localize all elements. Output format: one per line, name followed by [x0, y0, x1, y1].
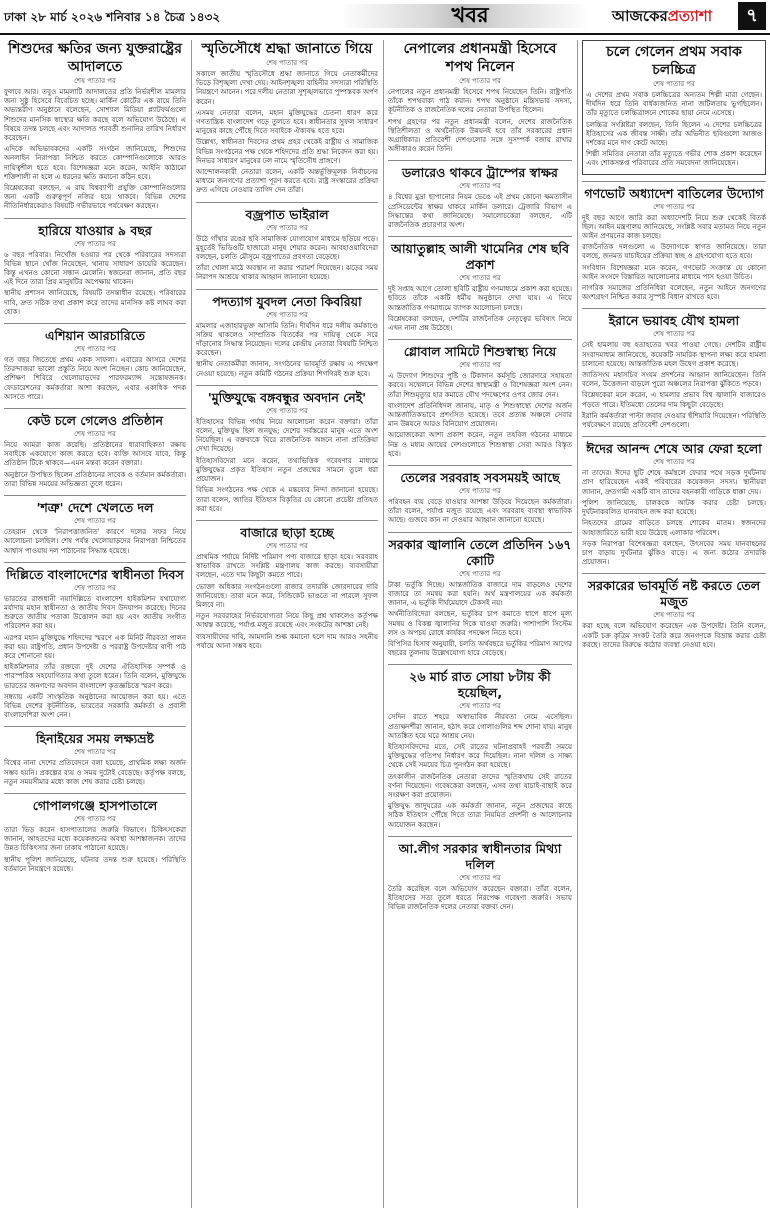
article-body [4, 759, 186, 787]
article-divider [582, 436, 766, 437]
continued-label: শেষ পাতার পর [74, 345, 116, 354]
news-article [582, 441, 766, 567]
continued-label: শেষ পাতার পর [74, 583, 116, 592]
article-divider [388, 160, 572, 161]
article-paragraph: নিয়ে আমরা কাজ করেছি। প্রতিষ্ঠানের ধারাবাহিকতা রক্ষায় সবাইকে একযোগে কাজ করতে হবে। ব্যক্তি আসবে যাবে, কিন্তু প্রতিষ্ঠান টিকে থাকবে—এমন মন্তব্য করেন বক্তারা। [4, 441, 186, 468]
news-article [4, 328, 186, 402]
article-paragraph: সেদিন রাতে শহরে অস্বাভাবিক নীরবতা নেমে এসেছিল। প্রত্যক্ষদর্শীরা জানান, হঠাৎ করে গোলাগুলির শব্দ শোনা যায়। মানুষ আতঙ্কিত হয়ে ঘরে আশ্রয় নেয়। [388, 713, 572, 740]
continued-label: শেষ পাতার পর [459, 702, 501, 711]
article-divider [388, 465, 572, 466]
article-paragraph: আন্দোলনকারী নেতারা বলেন, একটি অন্তর্ভুক্তিমূলক নির্বাচনের মাধ্যমে জনগণের প্রত্যাশা পূরণ করতে হবে। রাষ্ট্র সংস্কারের প্রক্রিয়া দ্রুত এগিয়ে নেওয়ার তাগিদ দেন তাঁরা। [196, 168, 378, 195]
article-paragraph: অর্থনীতিবিদেরা বলছেন, ভর্তুকির চাপ কমাতে ধাপে ধাপে মূল্য সমন্বয় ও বিকল্প জ্বালানির দিকে যাওয়া জরুরি। পাশাপাশি সিস্টেম লস ও অপচয় রোধে কার্যকর পদক্ষেপ নিতে হবে। [388, 610, 572, 637]
continued-label: শেষ পাতার পর [653, 458, 695, 467]
article-paragraph: অনুষ্ঠানে উপস্থিত ছিলেন প্রতিষ্ঠানের সাবেক ও বর্তমান কর্মকর্তারা। তারা বিভিন্ন সময়ের অভিজ্ঞতা তুলে ধরেন। [4, 470, 186, 488]
continued-label: শেষ পাতার পর [459, 569, 501, 578]
article-paragraph: আয়োজকেরা আশা প্রকাশ করেন, নতুন তহবিল গঠনের মাধ্যমে নিম্ন ও মধ্যম আয়ের দেশগুলোতে শিশুস্বাস্থ্য সেবা আরও বিস্তৃত হবে। [388, 431, 572, 458]
article-headline[interactable]: কেউ চলে গেলেও প্রতিষ্ঠান [26, 413, 163, 429]
article-divider [4, 495, 186, 496]
article-headline[interactable]: ঈদের আনন্দ শেষে আর ফেরা হলো [586, 441, 762, 457]
article-headline[interactable]: সরকার জ্বালানি তেলে প্রতিদিন ১৬৭ কোটি [388, 536, 572, 568]
news-article [4, 798, 186, 874]
continued-label: শেষ পাতার পর [266, 541, 308, 550]
article-divider [582, 181, 766, 182]
article-headline[interactable]: ২৬ মার্চ রাত সোয়া ৮টায় কী হয়েছিল, [409, 669, 551, 701]
article-headline[interactable]: নেপালের প্রধানমন্ত্রী হিসেবে শপথ নিলেন [403, 41, 557, 75]
article-paragraph: এ দেশের প্রথম সবাক চলচ্চিত্রের অন্যতম শিল্পী মারা গেছেন। দীর্ঘদিন ধরে তিনি বার্ধক্যজনিত নানা জটিলতায় ভুগছিলেন। তাঁর মৃত্যুতে চলচ্চিত্রাঙ্গনে শোকের ছায়া নেমে এসেছে। [586, 91, 762, 118]
article-headline[interactable]: আ.লীগ সরকার স্বাধীনতার মিথ্যা দলিল [398, 840, 562, 872]
article-headline[interactable]: গ্লোবাল সামিটে শিশুস্বাস্থ্য নিয়ে [403, 344, 557, 360]
continued-label: শেষ পাতার পর [653, 611, 695, 620]
article-body [388, 372, 572, 459]
newspaper-logo[interactable] [612, 4, 730, 28]
article-paragraph: নেপালের নতুন প্রধানমন্ত্রী হিসেবে শপথ নিয়েছেন তিনি। রাষ্ট্রপতি তাঁকে শপথবাক্য পাঠ করান। শপথ অনুষ্ঠানে মন্ত্রিসভার সদস্য, কূটনীতিক ও রাজনৈতিক দলের নেতারা উপস্থিত ছিলেন। [388, 88, 572, 115]
article-headline[interactable]: বজ্রপাত ভাইরাল [245, 206, 329, 222]
article-paragraph: শপথ গ্রহণের পর নতুন প্রধানমন্ত্রী বলেন, দেশের রাজনৈতিক স্থিতিশীলতা ও অর্থনৈতিক উন্নয়নই হবে তাঁর সরকারের প্রধান অগ্রাধিকার। প্রতিবেশী দেশগুলোর সঙ্গে সুসম্পর্ক বজায় রাখার অঙ্গীকারও করেন তিনি। [388, 117, 572, 154]
article-paragraph: উঠে গাঁথার রঙের ছবি সামাজিক যোগাযোগ মাধ্যমে ছড়িয়ে পড়ে। মুহূর্তেই ভিডিওটি হাজারো মানুষ শেয়ার করেন। আবহাওয়াবিদেরা বলছেন, চলতি মৌসুমে বজ্রপাতের প্রবণতা বেড়েছে। [196, 234, 378, 262]
article-paragraph: বিশ্লেষকেরা মনে করেন, এ হামলার প্রভাব বিশ্ব জ্বালানি বাজারেও পড়তে পারে। ইতিমধ্যে তেলের দাম কিছুটা বেড়েছে। [582, 391, 766, 409]
column-3 [388, 40, 572, 1208]
article-body [4, 356, 186, 402]
news-article [4, 567, 186, 721]
article-body [4, 826, 186, 874]
news-article [388, 344, 572, 459]
article-paragraph: ফুলবে আর। তবুও মামলাটি আদালতের প্রতি নির্ভরশীল মামলার জন্য সুষ্ঠু হিসেবে বিবেচিত হচ্ছে। মার্কিন কোর্টের এক রায়ে তিনি অভ্যন্তরীণ অনুষ্ঠানে বলেছেন, সোশ্যাল মিডিয়া প্ল্যাটফর্মগুলো শিশুদের মানসিক স্বাস্থ্যের ক্ষতি করছে বলে অভিযোগ উঠেছে। এ বিষয়ে তদন্ত চলছে এবং আদালত পরবর্তী শুনানির তারিখ নির্ধারণ করেছেন। [4, 88, 186, 143]
news-article [388, 669, 572, 829]
continued-label: শেষ পাতার পর [266, 310, 308, 319]
article-paragraph: স্থানীয় পুলিশ জানিয়েছে, ঘটনার তদন্ত শুরু হয়েছে। পরিস্থিতি বর্তমানে নিয়ন্ত্রণে রয়েছে। [4, 855, 186, 873]
article-paragraph: মামলার এজাহারভুক্ত আসামি তিনি। দীর্ঘদিন ধরে দলীয় কর্মকাণ্ডে সক্রিয় থাকলেও সাম্প্রতিক বিতর্কের পর দায়িত্ব থেকে সরে দাঁড়ানোর সিদ্ধান্ত নিয়েছেন। দলের কেন্দ্রীয় নেতারা বিষয়টি নিশ্চিত করেছেন। [196, 321, 378, 358]
continued-label: শেষ পাতার পর [653, 202, 695, 211]
article-body [582, 622, 766, 650]
article-paragraph: সেই হামলায় বহু হতাহতের খবর পাওয়া গেছে। দেশটির রাষ্ট্রীয় সংবাদমাধ্যম জানিয়েছে, কয়েকটি সামরিক স্থাপনা লক্ষ্য করে হামলা চালানো হয়েছে। আন্তর্জাতিক মহল উদ্বেগ প্রকাশ করেছে। [582, 341, 766, 368]
article-divider [196, 520, 378, 521]
news-article [4, 223, 186, 317]
article-divider [4, 408, 186, 409]
article-paragraph: দুই বছর আগে জারি করা অধ্যাদেশটি নিয়ে শুরু থেকেই বিতর্ক ছিল। আইন মন্ত্রণালয় জানিয়েছে, সংশ্লিষ্ট সবার মতামত নিয়ে নতুন আইন প্রণয়নের কাজ চলছে। [582, 213, 766, 241]
article-headline[interactable]: সরকারের ভাবমূর্তি নষ্ট করতে তেল মজুত [587, 578, 761, 610]
article-body [196, 235, 378, 283]
article-divider [388, 339, 572, 340]
column-divider [577, 40, 578, 1208]
news-article [4, 500, 186, 556]
article-divider [388, 664, 572, 665]
article-body [4, 441, 186, 489]
article-body [388, 498, 572, 526]
article-body [196, 553, 378, 651]
article-paragraph: বিভিন্ন সংগঠনের পক্ষ থেকে এ মন্তব্যের নিন্দা জানানো হয়েছে। তারা বলেন, জাতির ইতিহাস বিকৃতির যে কোনো প্রচেষ্টা প্রতিহত করা হবে। [196, 486, 378, 513]
article-paragraph: ৬ বছর পরিবার। নিখোঁজ হওয়ার পর থেকে পরিবারের সদস্যরা বিভিন্ন স্থানে খোঁজ নিয়েছেন, থানায় সাধারণ ডায়েরি করেছেন। কিন্তু এখনও কোনো সন্ধান মেলেনি। স্বজনেরা জানান, প্রতি বছর এই দিনে তারা প্রিয় মানুষটির অপেক্ষায় থাকেন। [4, 250, 186, 287]
article-paragraph: সড়ক নিরাপত্তা বিশেষজ্ঞরা বলছেন, উৎসবের সময় যানবাহনের চাপ বাড়ায় দুর্ঘটনার ঝুঁকিও বাড়ে। এ জন্য কঠোর তদারকি প্রয়োজন। [582, 539, 766, 567]
continued-label: শেষ পাতার পর [74, 748, 116, 757]
news-article [582, 578, 766, 650]
continued-label: শেষ পাতার পর [653, 330, 695, 339]
news-article [582, 40, 766, 175]
masthead-rule [0, 33, 770, 35]
news-article [4, 731, 186, 787]
article-paragraph: বিশ্লেষকেরা বলছেন, এ রায় বিশ্বব্যাপী প্রযুক্তি কোম্পানিগুলোর জন্য একটি গুরুত্বপূর্ণ নজির হয়ে থাকবে। বিভিন্ন দেশের নীতিনির্ধারকেরাও বিষয়টি গভীরভাবে পর্যবেক্ষণ করছেন। [4, 184, 186, 211]
article-paragraph: সকালে জাতীয় স্মৃতিসৌধে শ্রদ্ধা জানাতে গিয়ে নেতাকর্মীদের ভিড়ে বিশৃঙ্খলা দেখা দেয়। আইনশৃঙ্খলা বাহিনীর সদস্যরা পরিস্থিতি নিয়ন্ত্রণে আনেন। পরে দলীয় নেতারা সুশৃঙ্খলভাবে পুষ্পস্তবক অর্পণ করেন। [196, 70, 378, 106]
article-paragraph: হাইকমিশনার তাঁর বক্তব্যে দুই দেশের ঐতিহাসিক সম্পর্ক ও পারস্পরিক সহযোগিতার কথা তুলে ধরেন। তিনি বলেন, মুক্তিযুদ্ধে ভারতের জনগণের অবদান বাংলাদেশ কৃতজ্ঞচিত্তে স্মরণ করে। [4, 663, 186, 690]
article-paragraph: তাঁরা খোলা মাঠে অবস্থান না করার পরামর্শ দিয়েছেন। ঝড়ের সময় নিরাপদ আশ্রয়ে থাকার আহ্বান জানানো হয়েছে। [196, 264, 378, 282]
news-article [196, 207, 378, 283]
continued-label: শেষ পাতার পর [74, 77, 116, 85]
article-paragraph: তেহরান থেকে 'নিরাপত্তাজনিত' কারণে দলের সফর নিয়ে আলোচনা চলছিল। শেষ পর্যন্ত খেলোয়াড়দের নিরাপত্তা নিশ্চিতের আশ্বাস পাওয়ায় দল পাঠানোর সিদ্ধান্ত হয়েছে। [4, 528, 186, 555]
continued-label: শেষ পাতার পর [459, 77, 501, 85]
article-headline[interactable]: 'মুক্তিযুদ্ধে বঙ্গবন্ধুর অবদান নেই' [207, 389, 367, 405]
article-paragraph: ইতিহাসের বিভিন্ন পর্যায় নিয়ে আলোচনা করেন বক্তারা। তাঁরা বলেন, মুক্তিযুদ্ধ ছিল জনযুদ্ধ; দেশের সর্বস্তরের মানুষ এতে অংশ নিয়েছিল। এ বক্তব্যকে ঘিরে রাজনৈতিক অঙ্গনে নানা প্রতিক্রিয়া দেখা দিয়েছে। [196, 417, 378, 454]
article-body [388, 88, 572, 154]
article-paragraph: ব্যবসায়ীদের দাবি, আমদানি শুল্ক কমানো হলে দাম আরও সহনীয় পর্যায়ে আনা সম্ভব হবে। [196, 632, 378, 650]
article-paragraph: তৈরি করেছিল বলে অভিযোগ করেছেন বক্তারা। তাঁরা বলেন, ইতিহাসের সত্য তুলে ধরতে নিরপেক্ষ গবেষণা জরুরি। সভায় বিভিন্ন রাজনৈতিক দলের নেতারা বক্তব্য দেন। [388, 884, 572, 912]
article-divider [388, 532, 572, 533]
article-paragraph: স্থানীয় নেতাকর্মীরা জানান, সংগঠনের ভাবমূর্তি রক্ষায় এ পদক্ষেপ নেওয়া হয়েছে। নতুন কমিটি গঠনের প্রক্রিয়া শিগগিরই শুরু হবে। [196, 360, 378, 378]
news-article [4, 413, 186, 489]
article-headline[interactable]: পদত্যাগ যুবদল নেতা কিবরিয়া [212, 293, 362, 309]
article-body [388, 885, 572, 913]
article-paragraph: ভোক্তা অধিকার সংগঠনগুলো বাজার তদারকি জোরদারের দাবি জানিয়েছে। তারা মনে করে, সিন্ডিকেট ভাঙতে না পারলে সুফল মিলবে না। [196, 582, 378, 609]
article-headline[interactable]: ডলারেও থাকবে ট্রাম্পের স্বাক্ষর [402, 165, 558, 181]
news-article [196, 390, 378, 514]
logo-part-2: প্রত্যাশা [667, 7, 713, 25]
article-paragraph: এ উদ্যোগ শিশুদের পুষ্টি ও টিকাদান কর্মসূচি জোরদারে সহায়তা করবে। সম্মেলনে বিভিন্ন দেশের স্বাস্থ্যমন্ত্রী ও বিশেষজ্ঞরা অংশ নেন। তাঁরা শিশুমৃত্যুর হার কমাতে যৌথ পদক্ষেপের ওপর জোর দেন। [388, 372, 572, 399]
continued-label: শেষ পাতার পর [74, 814, 116, 823]
article-divider [582, 308, 766, 309]
article-paragraph: উল্লেখ্য, স্বাধীনতা দিবসের প্রথম প্রহর থেকেই রাষ্ট্রীয় ও সামাজিক বিভিন্ন সংগঠনের পক্ষ থেকে শহিদদের প্রতি শ্রদ্ধা নিবেদন করা হয়। দিনভর সাধারণ মানুষের ঢল নামে স্মৃতিসৌধ প্রাঙ্গণে। [196, 138, 378, 165]
article-paragraph: সন্ধ্যায় একটি সাংস্কৃতিক অনুষ্ঠানের আয়োজন করা হয়। এতে বিভিন্ন দেশের কূটনীতিক, ভারতের সরকারি কর্মকর্তা ও প্রবাসী বাংলাদেশিরা অংশ নেন। [4, 692, 186, 720]
column-divider [191, 40, 192, 1208]
article-paragraph: জাতিসংঘ মহাসচিব সংযম প্রদর্শনের আহ্বান জানিয়েছেন। তিনি বলেন, উত্তেজনা বাড়লে পুরো অঞ্চলের নিরাপত্তা ঝুঁকিতে পড়বে। [582, 371, 766, 389]
article-paragraph: এদিকে অভিভাবকদের একটি সংগঠন জানিয়েছে, শিশুদের অনলাইন নিরাপত্তা নিশ্চিত করতে কোম্পানিগুলোকে আরও দায়িত্বশীল হতে হবে। বিশেষজ্ঞরা মনে করেন, আইনি কাঠামো শক্তিশালী না হলে এ ধরনের ক্ষতি কমানো কঠিন হবে। [4, 145, 186, 181]
article-paragraph: রাজনৈতিক দলগুলো এ উদ্যোগকে স্বাগত জানিয়েছে। তারা বলছে, জনমত যাচাইয়ের প্রক্রিয়া স্বচ্ছ ও গ্রহণযোগ্য হতে হবে। [582, 243, 766, 261]
article-headline[interactable]: 'শত্রু' দেশে খেলতে দল [36, 500, 154, 516]
news-article [582, 313, 766, 430]
masthead [0, 0, 770, 32]
article-body [388, 713, 572, 829]
news-article [388, 40, 572, 154]
article-paragraph: বাংলাদেশ প্রতিনিধিদল জানায়, মাতৃ ও শিশুস্বাস্থ্যে দেশের অর্জন আন্তর্জাতিকভাবে প্রশংসিত হয়েছে। তবে প্রত্যন্ত অঞ্চলে সেবার মান উন্নয়নে আরও বিনিয়োগ প্রয়োজন। [388, 401, 572, 429]
article-body [582, 214, 766, 303]
article-paragraph: ইতিহাসবিদেরা মনে করেন, তথ্যভিত্তিক গবেষণার মাধ্যমে মুক্তিযুদ্ধের প্রকৃত ইতিহাস নতুন প্রজন্মের সামনে তুলে ধরা প্রয়োজন। [196, 456, 378, 484]
article-paragraph: তারা ভিড় করেন হাসপাতালের জরুরি বিভাগে। চিকিৎসকেরা জানান, আহতদের মধ্যে কয়েকজনের অবস্থা আশঙ্কাজনক। তাদের উন্নত চিকিৎসার জন্য ঢাকায় পাঠানো হয়েছে। [4, 825, 186, 853]
article-paragraph: না তাদের। ঈদের ছুটি শেষে কর্মস্থলে ফেরার পথে সড়ক দুর্ঘটনায় প্রাণ হারিয়েছেন একই পরিবারের কয়েকজন সদস্য। স্থানীয়রা জানান, দ্রুতগামী একটি বাস তাদের বহনকারী গাড়িকে ধাক্কা দেয়। [582, 469, 766, 496]
article-headline[interactable]: স্মৃতিসৌধে শ্রদ্ধা জানাতে গিয়ে [201, 41, 373, 57]
continued-label: শেষ পাতার পর [74, 517, 116, 526]
article-headline[interactable]: তেলের সরবরাহ সবসময়ই আছে [400, 470, 560, 486]
article-paragraph: নিহতদের গ্রামের বাড়িতে চলছে শোকের মাতম। স্বজনদের আহাজারিতে ভারী হয়ে উঠেছে এলাকার পরিবেশ। [582, 519, 766, 537]
continued-label: শেষ পাতার পর [266, 59, 308, 67]
column-divider [383, 40, 384, 1208]
news-article [388, 165, 572, 230]
section-title: খবর [451, 3, 489, 27]
article-paragraph: ইতিহাসবিদদের মতে, সেই রাতের ঘটনাপ্রবাহই পরবর্তী সময়ে মুক্তিযুদ্ধের গতিপথ নির্ধারণ করে দিয়েছিল। নানা দলিল ও সাক্ষ্য থেকে সেই সময়ের চিত্র পুনর্গঠন করা হয়েছে। [388, 742, 572, 770]
article-divider [4, 323, 186, 324]
article-paragraph: নাগরিক সমাজের প্রতিনিধিরা বলেছেন, নতুন আইনে জনগণের অংশগ্রহণ নিশ্চিত করার সুস্পষ্ট বিধান রাখতে হবে। [582, 284, 766, 302]
news-article [582, 186, 766, 303]
article-paragraph: তৎকালীন রাজনৈতিক নেতারা তাদের স্মৃতিকথায় সেই রাতের বর্ণনা দিয়েছেন। গবেষকেরা বলছেন, এসব তথ্য যাচাই-বাছাই করে সংরক্ষণ করা প্রয়োজন। [388, 772, 572, 799]
article-headline[interactable]: গণভোট অধ্যাদেশ বাতিলের উদ্যোগ [584, 185, 764, 201]
article-body [586, 91, 762, 169]
article-paragraph: নতুন সরবরাহের নির্ভরযোগ্যতা নিয়ে কিছু প্রশ্ন থাকলেও কর্তৃপক্ষ আশ্বস্ত করেছে, পর্যাপ্ত মজুত রয়েছে এবং সংকটের আশঙ্কা নেই। [196, 612, 378, 630]
article-body [196, 418, 378, 514]
article-body [582, 469, 766, 567]
news-article [388, 470, 572, 526]
continued-label: শেষ পাতার পর [653, 80, 695, 88]
logo-part-1: আজকের [612, 7, 668, 25]
article-body [388, 581, 572, 659]
article-paragraph: পরিবহন ব্যয় বেড়ে যাওয়ার আশঙ্কা উড়িয়ে দিয়েছেন কর্মকর্তারা। তাঁরা বলেন, পর্যাপ্ত মজুত রয়েছে এবং সরবরাহ ব্যবস্থা স্বাভাবিক আছে। গুজবে কান না দেওয়ার আহ্বান জানানো হয়েছে। [388, 498, 572, 525]
article-paragraph: ভারতের রাজধানী নয়াদিল্লিতে বাংলাদেশ হাইকমিশন যথাযোগ্য মর্যাদায় মহান স্বাধীনতা ও জাতীয় দিবস উদযাপন করেছে। দিনের শুরুতে জাতীয় পতাকা উত্তোলন করা হয় এবং জাতীয় সংগীত পরিবেশন করা হয়। [4, 594, 186, 631]
continued-label: শেষ পাতার পর [266, 406, 308, 415]
article-paragraph: টাকা ভর্তুকি দিচ্ছে। আন্তর্জাতিক বাজারে দাম বাড়লেও দেশের বাজারে তা সমন্বয় করা হয়নি। অর্থ মন্ত্রণালয়ের এক কর্মকর্তা জানান, এ ভর্তুকি দীর্ঘমেয়াদে টেকসই নয়। [388, 580, 572, 608]
continued-label: শেষ পাতার পর [459, 487, 501, 496]
article-paragraph: ৪ বিশ্বের মুদ্রা ছাপানোর নিয়ম ভেঙে এই প্রথম কোনো ক্ষমতাসীন প্রেসিডেন্টের স্বাক্ষর থাকবে মার্কিন ডলারে। ট্রেজারি বিভাগ এ সিদ্ধান্তের কথা জানিয়েছে। সমালোচকেরা বলছেন, এটি রাজনৈতিক প্রচারণার অংশ। [388, 193, 572, 230]
news-article [4, 40, 186, 212]
article-body [388, 285, 572, 333]
article-divider [196, 202, 378, 203]
continued-label: শেষ পাতার পর [74, 239, 116, 248]
continued-label: শেষ পাতার পর [459, 873, 501, 882]
article-paragraph: বিশ্বের নানা দেশের প্রতিবেদনে বলা হয়েছে, প্রাথমিক লক্ষ্য অর্জন সম্ভব হয়নি। প্রকল্পের ব্যয় ও সময় দুটোই বেড়েছে। কর্তৃপক্ষ বলছে, নতুন সময়সীমার মধ্যে কাজ শেষ করার চেষ্টা চলছে। [4, 759, 186, 786]
article-body [196, 322, 378, 379]
article-headline[interactable]: চলে গেলেন প্রথম সবাক চলচ্চিত্র [606, 44, 742, 78]
article-body [4, 595, 186, 721]
article-body [196, 70, 378, 196]
news-article [196, 294, 378, 379]
continued-label: শেষ পাতার পর [459, 361, 501, 370]
continued-label: শেষ পাতার পর [266, 223, 308, 232]
article-divider [4, 218, 186, 219]
news-article [196, 40, 378, 196]
article-headline[interactable]: হিনাইয়ের সময় লক্ষ্যভ্রষ্ট [35, 731, 154, 747]
column-4 [582, 40, 766, 1208]
news-article [388, 841, 572, 913]
article-divider [196, 289, 378, 290]
news-article [388, 241, 572, 333]
article-headline[interactable]: গোপালগঞ্জে হাসপাতালে [32, 797, 158, 813]
column-1 [4, 40, 186, 1208]
article-paragraph: স্থানীয় প্রশাসন জানিয়েছে, বিষয়টি তদন্তাধীন রয়েছে। পরিবারের দাবি, দ্রুত সঠিক তথ্য প্রকাশ করে তাদের মানসিক কষ্ট লাঘব করা হোক। [4, 289, 186, 316]
article-paragraph: এসময় নেতারা বলেন, মহান মুক্তিযুদ্ধের চেতনা ধারণ করে গণতান্ত্রিক বাংলাদেশ গড়ে তুলতে হবে। স্বাধীনতার সুফল সাধারণ মানুষের কাছে পৌঁছে দিতে সবাইকে ঐক্যবদ্ধ হতে হবে। [196, 108, 378, 136]
article-divider [4, 793, 186, 794]
article-body [388, 193, 572, 230]
article-paragraph: গত বছর জিতেছে প্রথম একক সাফল্য। এবারের আসরে দেশের তিরন্দাজরা ভালো প্রস্তুতি নিয়ে অংশ নিচ্ছেন। কোচ জানিয়েছেন, প্রশিক্ষণ শিবিরে খেলোয়াড়দের পারফরম্যান্স সন্তোষজনক। ফেডারেশনের কর্মকর্তারা আশা করছেন, এবার একাধিক পদক আসতে পারে। [4, 356, 186, 401]
article-body [4, 528, 186, 556]
article-paragraph: শিল্পী সমিতির নেতারা তাঁর মৃত্যুতে গভীর শোক প্রকাশ করেছেন এবং শোকসন্তপ্ত পরিবারের প্রতি সমবেদনা জানিয়েছেন। [586, 150, 762, 168]
article-paragraph: চলচ্চিত্র সংশ্লিষ্টরা বলছেন, তিনি ছিলেন এ দেশের চলচ্চিত্রের ইতিহাসের এক জীবন্ত সাক্ষী। তাঁর অভিনীত ছবিগুলো আজও দর্শকের মনে দাগ কেটে আছে। [586, 120, 762, 148]
article-divider [4, 726, 186, 727]
article-body [4, 88, 186, 212]
news-article [388, 537, 572, 659]
continued-label: শেষ পাতার পর [459, 274, 501, 283]
article-paragraph: দুই সপ্তাহ আগে তোলা ছবিটি রাষ্ট্রীয় গণমাধ্যমে প্রকাশ করা হয়েছে। ছবিতে তাঁকে একটি ধর্মীয় অনুষ্ঠানে দেখা যায়। এ নিয়ে আন্তর্জাতিক গণমাধ্যমে ব্যাপক আলোচনা চলছে। [388, 285, 572, 312]
article-divider [196, 385, 378, 386]
article-divider [388, 836, 572, 837]
article-paragraph: করা হচ্ছে বলে অভিযোগ করেছেন এক উপদেষ্টা। তিনি বলেন, একটি চক্র কৃত্রিম সংকট তৈরি করে জনগণকে বিভ্রান্ত করার চেষ্টা করছে। তাদের বিরুদ্ধে কঠোর ব্যবস্থা নেওয়া হবে। [582, 622, 766, 649]
article-headline[interactable]: এশিয়ান আরচারিতে [45, 328, 145, 344]
article-headline[interactable]: ইরানে ভয়াবহ যৌথ হামলা [608, 313, 740, 329]
article-headline[interactable]: আয়াতুল্লাহ আলী খামেনির শেষ ছবি প্রকাশ [390, 241, 570, 273]
article-divider [4, 562, 186, 563]
article-headline[interactable]: বাজারে ছাড়া হচ্ছে [240, 524, 334, 540]
article-divider [582, 573, 766, 574]
page-number: ৭ [738, 2, 766, 30]
article-divider [388, 236, 572, 237]
article-paragraph: প্রাথমিক পর্যায়ে নির্দিষ্ট পরিমাণ পণ্য বাজারে ছাড়া হবে। সরবরাহ স্বাভাবিক রাখতে সংশ্লিষ্ট মন্ত্রণালয় কাজ করছে। ব্যবসায়ীরা বলছেন, এতে দাম কিছুটা কমতে পারে। [196, 552, 378, 580]
article-paragraph: বিশ্লেষকেরা বলছেন, দেশটির রাজনৈতিক নেতৃত্বের ভবিষ্যৎ নিয়ে এখন নানা প্রশ্ন উঠেছে। [388, 314, 572, 333]
continued-label: শেষ পাতার পর [74, 430, 116, 439]
article-headline[interactable]: হারিয়ে যাওয়ার ৯ বছর [38, 222, 152, 238]
date-line: ঢাকা ২৮ মার্চ ২০২৬ শনিবার ১৪ চৈত্র ১৪৩২ [4, 10, 221, 24]
article-paragraph: এরপর মহান মুক্তিযুদ্ধে শহিদদের স্মরণে এক মিনিট নীরবতা পালন করা হয়। রাষ্ট্রপতি, প্রধান উপদেষ্টা ও পররাষ্ট্র উপদেষ্টার বাণী পাঠ করে শোনানো হয়। [4, 633, 186, 660]
article-paragraph: পুলিশ জানিয়েছে, চালককে আটক করার চেষ্টা চলছে। দুর্ঘটনাকবলিত যানবাহন জব্দ করা হয়েছে। [582, 498, 766, 517]
article-paragraph: মুক্তিযুদ্ধ জাদুঘরের এক কর্মকর্তা জানান, নতুন প্রজন্মের কাছে সঠিক ইতিহাস পৌঁছে দিতে তারা নিয়মিত প্রদর্শনী ও আলোচনার আয়োজন করছেন। [388, 802, 572, 829]
article-headline[interactable]: শিশুদের ক্ষতির জন্য যুক্তরাষ্ট্রের আদালতে [8, 41, 182, 75]
article-paragraph: সংবিধান বিশেষজ্ঞরা মনে করেন, গণভোট সংক্রান্ত যে কোনো আইন সংসদে বিস্তারিত আলোচনার মাধ্যমে পাস হওয়া উচিত। [582, 263, 766, 281]
article-body [582, 341, 766, 430]
column-2 [196, 40, 378, 1208]
news-article [196, 525, 378, 651]
article-headline[interactable]: দিল্লিতে বাংলাদেশের স্বাধীনতা দিবস [6, 566, 184, 582]
article-body [4, 251, 186, 317]
article-paragraph: বিপিসির হিসাব অনুযায়ী, চলতি অর্থবছরে ভর্তুকির পরিমাণ আগের বছরের তুলনায় উল্লেখযোগ্য হারে বেড়েছে। [388, 639, 572, 658]
continued-label: শেষ পাতার পর [459, 182, 501, 191]
article-paragraph: ইরানি কর্মকর্তারা পাল্টা জবাব দেওয়ার হুঁশিয়ারি দিয়েছেন। পরিস্থিতি পর্যবেক্ষণে রয়েছে প্রতিবেশী দেশগুলো। [582, 411, 766, 430]
